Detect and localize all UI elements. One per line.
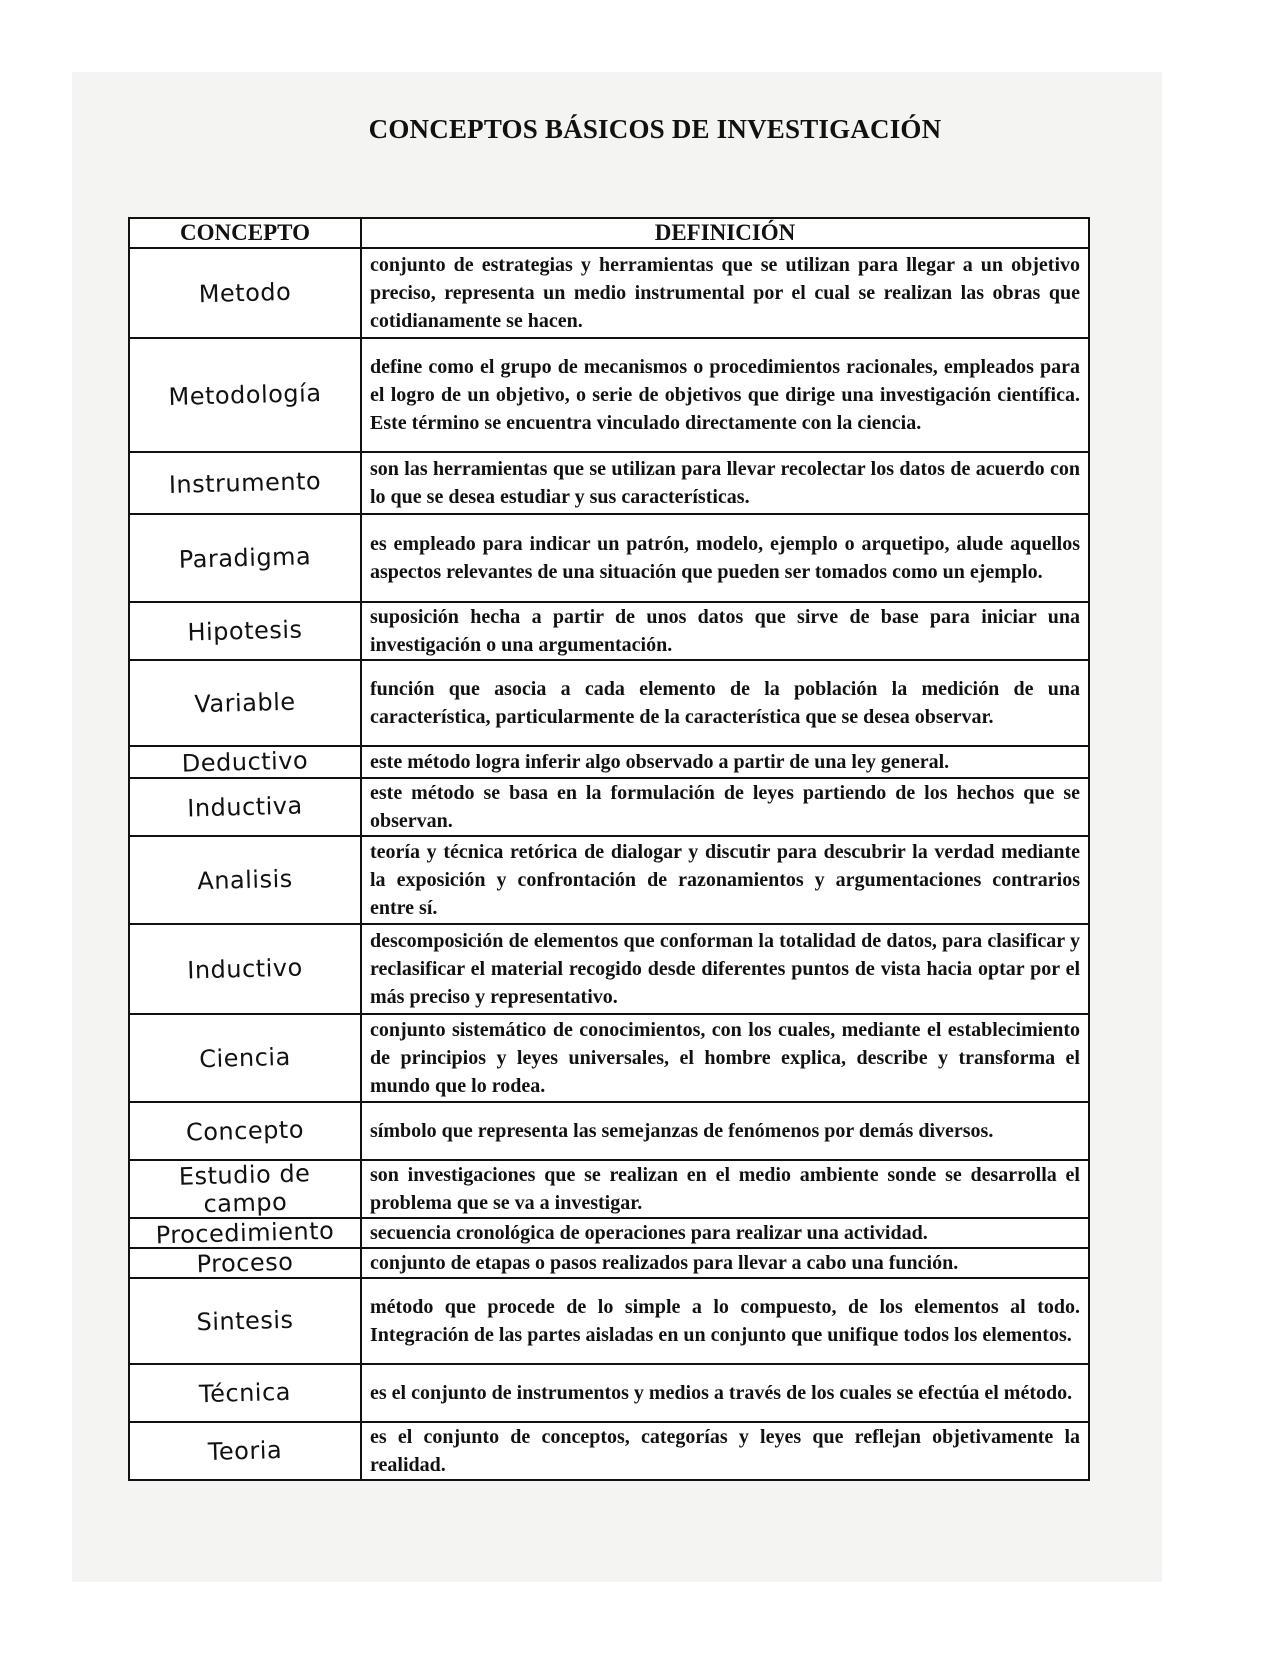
- table-row: [129, 746, 1089, 778]
- row-definition: función que asocia a cada elemento de la población la medición de una característica, particularmente de la característica que se desea observar.: [361, 660, 1089, 746]
- page-title: CONCEPTOS BÁSICOS DE INVESTIGACIÓN: [368, 114, 942, 144]
- header-definition: DEFINICIÓN: [361, 218, 1089, 248]
- table-row: [129, 660, 1089, 746]
- row-term: Paradigma: [128, 511, 362, 605]
- row-term: Inductivo: [128, 921, 362, 1017]
- table-header-row: [129, 218, 1089, 248]
- row-term: Estudio de campo: [128, 1157, 361, 1221]
- table-row: [129, 602, 1089, 660]
- row-term: Instrumento: [128, 449, 362, 517]
- table-row: [129, 1278, 1089, 1364]
- row-definition: este método se basa en la formulación de leyes partiendo de los hechos que se observan.: [361, 778, 1089, 836]
- row-definition: descomposición de elementos que conforman la totalidad de datos, para clasificar y reclasificar el material recogido desde diferentes puntos de vista hacia optar por el más preciso y representativo.: [361, 924, 1089, 1014]
- table-row: [129, 1102, 1089, 1160]
- row-definition: este método logra inferir algo observado a partir de una ley general.: [361, 746, 1089, 778]
- row-term: Metodología: [128, 335, 363, 455]
- row-term: Procedimiento: [129, 1215, 362, 1251]
- row-definition: teoría y técnica retórica de dialogar y discutir para descubrir la verdad mediante la exposición y confrontación de razonamientos y argumentaciones contrarios entre sí.: [361, 836, 1089, 924]
- table-row: [129, 452, 1089, 514]
- row-definition: es empleado para indicar un patrón, modelo, ejemplo o arquetipo, alude aquellos aspectos relevantes de una situación que pueden ser tomados como un ejemplo.: [361, 514, 1089, 602]
- row-term: Hipotesis: [128, 599, 361, 663]
- row-term: Variable: [128, 657, 362, 749]
- row-definition: son investigaciones que se realizan en el medio ambiente sonde se desarrolla el problema que se va a investigar.: [361, 1160, 1089, 1218]
- row-definition: secuencia cronológica de operaciones para realizar una actividad.: [361, 1218, 1089, 1248]
- row-term: Metodo: [128, 245, 362, 341]
- row-definition: símbolo que representa las semejanzas de fenómenos por demás diversos.: [361, 1102, 1089, 1160]
- row-term: Técnica: [128, 1361, 361, 1425]
- table-row: [129, 248, 1089, 338]
- row-term: Deductivo: [129, 743, 362, 781]
- table-row: [129, 1160, 1089, 1218]
- row-term: Inductiva: [128, 775, 361, 839]
- table-row: [129, 1364, 1089, 1422]
- row-definition: conjunto sistemático de conocimientos, con los cuales, mediante el establecimiento de principios y leyes universales, el hombre explica, describe y transforma el mundo que lo rodea.: [361, 1014, 1089, 1102]
- table-row: [129, 1248, 1089, 1278]
- table-row: [129, 924, 1089, 1014]
- row-term: Concepto: [128, 1099, 361, 1163]
- table-row: [129, 778, 1089, 836]
- row-term: Ciencia: [128, 1011, 362, 1105]
- table-row: [129, 1422, 1089, 1480]
- table-row: [129, 1218, 1089, 1248]
- row-definition: método que procede de lo simple a lo compuesto, de los elementos al todo. Integración de las partes aisladas en un conjunto que unifique todos los elementos.: [361, 1278, 1089, 1364]
- row-definition: es el conjunto de instrumentos y medios a través de los cuales se efectúa el método.: [361, 1364, 1089, 1422]
- row-definition: suposición hecha a partir de unos datos que sirve de base para iniciar una investigación o una argumentación.: [361, 602, 1089, 660]
- row-term: Teoria: [128, 1419, 361, 1483]
- row-definition: conjunto de etapas o pasos realizados para llevar a cabo una función.: [361, 1248, 1089, 1278]
- row-definition: es el conjunto de conceptos, categorías y leyes que reflejan objetivamente la realidad.: [361, 1422, 1089, 1480]
- row-definition: define como el grupo de mecanismos o procedimientos racionales, empleados para el logro de un objetivo, o serie de objetivos que dirige una investigación científica. Este término se encuentra vinculado directamente con la ciencia.: [361, 338, 1089, 452]
- row-definition: son las herramientas que se utilizan para llevar recolectar los datos de acuerdo con lo que se desea estudiar y sus características.: [361, 452, 1089, 514]
- table-row: [129, 836, 1089, 924]
- row-term: Sintesis: [128, 1275, 362, 1367]
- header-concept: CONCEPTO: [129, 218, 361, 248]
- row-term: Proceso: [129, 1245, 362, 1281]
- concepts-table: [128, 217, 1090, 1481]
- table-row: [129, 514, 1089, 602]
- row-definition: conjunto de estrategias y herramientas que se utilizan para llegar a un objetivo preciso, representa un medio instrumental por el cual se realizan las obras que cotidianamente se hacen.: [361, 248, 1089, 338]
- row-term: Analisis: [128, 833, 362, 927]
- table-row: [129, 338, 1089, 452]
- table-row: [129, 1014, 1089, 1102]
